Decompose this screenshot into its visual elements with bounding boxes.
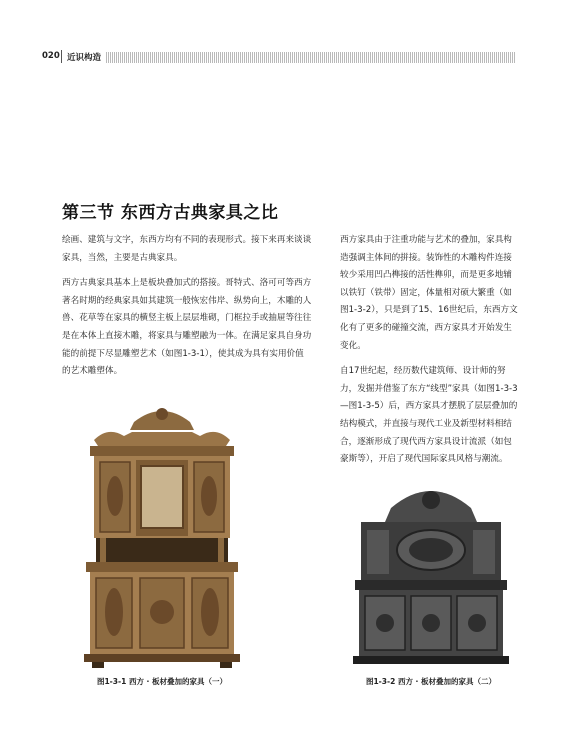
paragraph: 自17世纪起，经历数代建筑师、设计师的努力，发掘并借鉴了东方“线型”家具（如图1-3-3—图1-3-5）后，西方家具才摆脱了层层叠加的结构模式，并直接与现代工业及新型材料相结合，逐渐形成了现代西方家具设计流派（如包豪斯等），开启了现代国际家具风格与潮流。 — [340, 366, 518, 465]
header-divider — [61, 50, 62, 63]
left-text-column — [62, 232, 312, 389]
page-number: 020 — [42, 51, 60, 61]
figure-caption: 图1-3-1 西方 · 板材叠加的家具（一） — [96, 677, 228, 686]
paragraph: 西方古典家具基本上是板块叠加式的搭接。哥特式、洛可可等西方著名时期的经典家具如其建筑一般恢宏伟岸、纵势向上，木雕的人兽、花草等在家具的横竖主板上层层堆砌，门框拉手或抽屉等往往是在本体上直接木雕，将家具与雕塑融为一体。在满足家具自身功能的前提下尽显雕塑艺术（如图1-3-1），使其成为具有实用价值的艺术雕塑体。 — [62, 278, 312, 377]
paragraph: 西方家具由于注重功能与艺术的叠加，家具构造强调主体间的拼接。装饰性的木雕构件连接较少采用凹凸榫接的活性榫卯，而是更多地辅以铁钉（铁带）固定，体量相对硕大繁重（如图1-3-2），只是到了15、16世纪后，东西方文化有了更多的碰撞交流，西方家具才开始发生变化。 — [340, 235, 518, 351]
decorative-stripe-band — [106, 52, 516, 63]
right-text-column — [340, 232, 518, 477]
figure-caption: 图1-3-2 西方 · 板材叠加的家具（二） — [365, 677, 497, 686]
figure-western-cabinet-light — [74, 392, 250, 668]
section-title: 第三节 东西方古典家具之比 — [62, 203, 279, 223]
paragraph: 绘画、建筑与文字，东西方均有不同的表现形式。接下来再来谈谈家具，当然，主要是古典家具。 — [62, 235, 312, 263]
chapter-title: 近识构造 — [67, 53, 102, 63]
figure-western-sideboard-dark — [347, 478, 515, 668]
running-header — [30, 49, 516, 65]
